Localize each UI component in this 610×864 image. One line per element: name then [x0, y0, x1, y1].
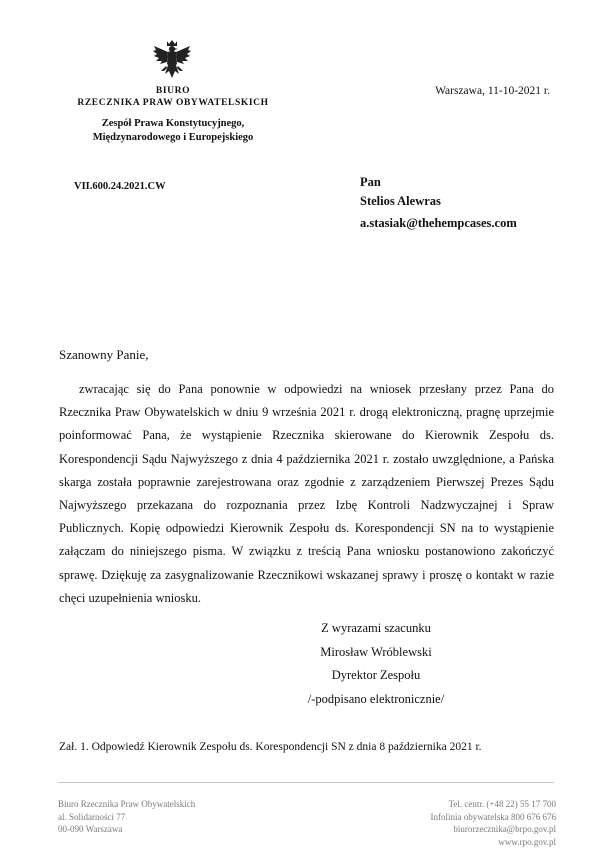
institution-line-1: BIURO	[155, 86, 191, 96]
footer-address	[58, 798, 195, 836]
institution-line-2: RZECZNIKA PRAW OBYWATELSKICH	[77, 98, 269, 108]
institution-name	[64, 85, 282, 109]
team-line-1: Zespół Prawa Konstytucyjnego,	[101, 118, 245, 129]
signature-electronic-note: /-podpisano elektronicznie/	[307, 691, 445, 706]
place-and-date: Warszawa, 11-10-2021 r.	[435, 85, 550, 97]
reference-number: VII.600.24.2021.CW	[74, 181, 166, 192]
letter-body-text: zwracając się do Pana ponownie w odpowiedzi na wniosek przesłany przez Pana do Rzecznika Praw Obywatelskich w dniu 9 września 2021 r. drogą elektroniczną, pragnę uprzejmie poinformować Pana, że wystąpienie Rzecznika skierowane do Kierownik Zespołu ds. Korespondencji Sądu Najwyższego z dnia 4 października 2021 r. zostało uwzględnione, a Pańska skarga została poprawnie zarejestrowana oraz zgodnie z zarządzeniem Pierwszej Prezes Sądu Najwyższego przekazana do rozpoznania przez Izbę Kontroli Nadzwyczajnej i Spraw Publicznych. Kopię odpowiedzi Kierownik Zespołu ds. Korespondencji SN na to wystąpienie załączam do niniejszego pisma. W związku z treścią Pana wniosku postanowiono zakończyć sprawę. Dziękuję za zasygnalizowanie Rzecznikowi wskazanej sprawy i proszę o kontakt w razie chęci uzupełnienia wniosku.	[59, 382, 554, 605]
signature-title: Dyrektor Zespołu	[331, 668, 421, 683]
footer-phone: Tel. centr. (+48 22) 55 17 700	[448, 799, 556, 809]
footer-hotline: Infolinia obywatelska 800 676 676	[430, 811, 556, 822]
addressee-email: a.stasiak@thehempcases.com	[360, 216, 517, 230]
polish-eagle-emblem-icon	[151, 38, 193, 82]
footer-address-line: al. Solidarności 77	[58, 811, 126, 822]
addressee-block	[360, 173, 517, 233]
footer-contact	[380, 798, 556, 848]
letter-body	[59, 378, 554, 610]
signature-name: Mirosław Wróblewski	[320, 644, 432, 659]
team-name	[64, 117, 282, 145]
addressee-name: Stelios Alewras	[360, 194, 441, 208]
footer-email: biurorzecznika@brpo.gov.pl	[453, 824, 556, 834]
footer-address-line: 00-090 Warszawa	[58, 824, 123, 834]
letter-greeting: Szanowny Panie,	[59, 347, 149, 362]
attachment-note: Zał. 1. Odpowiedź Kierownik Zespołu ds. Korespondencji SN z dnia 8 października 2021 r.	[59, 741, 482, 753]
signature-closing: Z wyrazami szacunku	[321, 621, 431, 635]
addressee-salutation: Pan	[360, 175, 381, 189]
team-line-2: Międzynarodowego i Europejskiego	[92, 132, 254, 143]
footer-divider	[58, 782, 554, 783]
footer-website: www.rpo.gov.pl	[498, 836, 556, 847]
signature-block	[300, 617, 452, 711]
footer-address-line: Biuro Rzecznika Praw Obywatelskich	[58, 799, 196, 809]
